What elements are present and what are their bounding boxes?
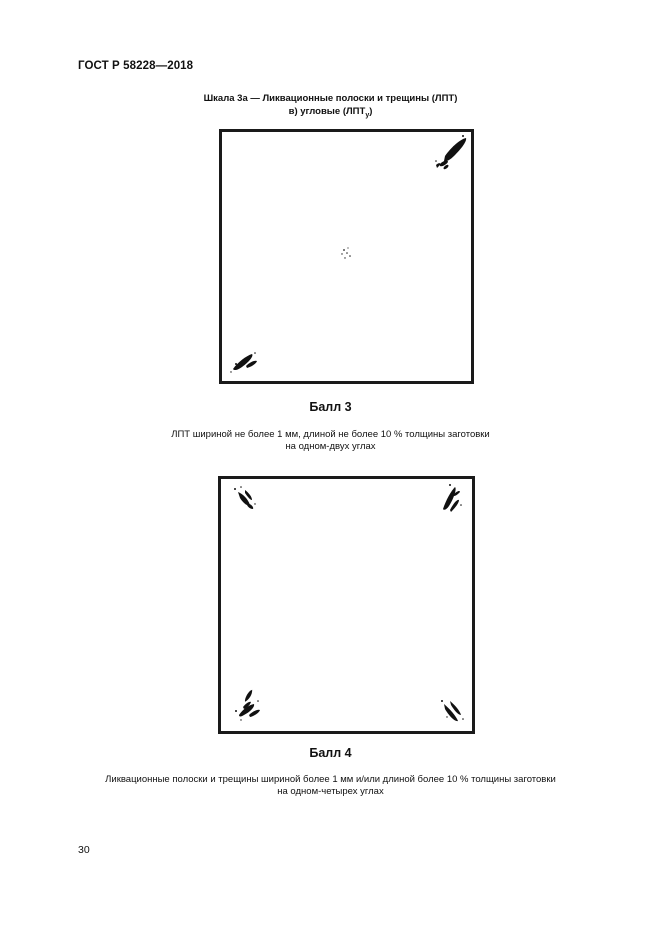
corner-crack-top-left bbox=[234, 486, 256, 509]
centre-porosity bbox=[341, 247, 351, 258]
scale-subtitle-suffix: ) bbox=[369, 106, 373, 117]
macrostructure-sketch-grade-4 bbox=[221, 479, 472, 731]
macrostructure-sketch-grade-3 bbox=[222, 132, 471, 381]
grade-3-label: Балл 3 bbox=[309, 400, 352, 414]
corner-crack-top-right-g4 bbox=[443, 484, 462, 512]
scale-subtitle-prefix: в) угловые (ЛПТ bbox=[288, 106, 366, 117]
corner-crack-top-right bbox=[435, 135, 466, 170]
grade-4-caption bbox=[0, 774, 661, 798]
document-standard-header: ГОСТ Р 58228—2018 bbox=[78, 60, 194, 72]
grade-3-caption bbox=[0, 429, 661, 453]
scale-subtitle-subscript: у bbox=[365, 112, 370, 119]
scale-title-block bbox=[0, 92, 661, 122]
grade-4-label: Балл 4 bbox=[309, 746, 352, 760]
specimen-image-grade-3 bbox=[219, 129, 474, 384]
grade-3-caption-line-2: на одном-двух углах bbox=[285, 441, 376, 452]
page-number: 30 bbox=[78, 844, 90, 856]
grade-4-caption-line-1: Ликвационные полоски и трещины шириной более 1 мм и/или длиной более 10 % толщины заготовки bbox=[105, 774, 556, 785]
grade-3-caption-line-1: ЛПТ шириной не более 1 мм, длиной не более 10 % толщины заготовки bbox=[171, 429, 490, 440]
scale-subtitle bbox=[0, 105, 661, 122]
specimen-image-grade-4 bbox=[218, 476, 475, 734]
corner-crack-bottom-left-g4 bbox=[235, 689, 260, 721]
corner-crack-bottom-left bbox=[230, 352, 257, 373]
grade-4-caption-line-2: на одном-четырех углах bbox=[277, 786, 384, 797]
corner-crack-bottom-right-g4 bbox=[441, 700, 464, 721]
scale-title: Шкала 3а — Ликвационные полоски и трещины (ЛПТ) bbox=[203, 93, 458, 104]
